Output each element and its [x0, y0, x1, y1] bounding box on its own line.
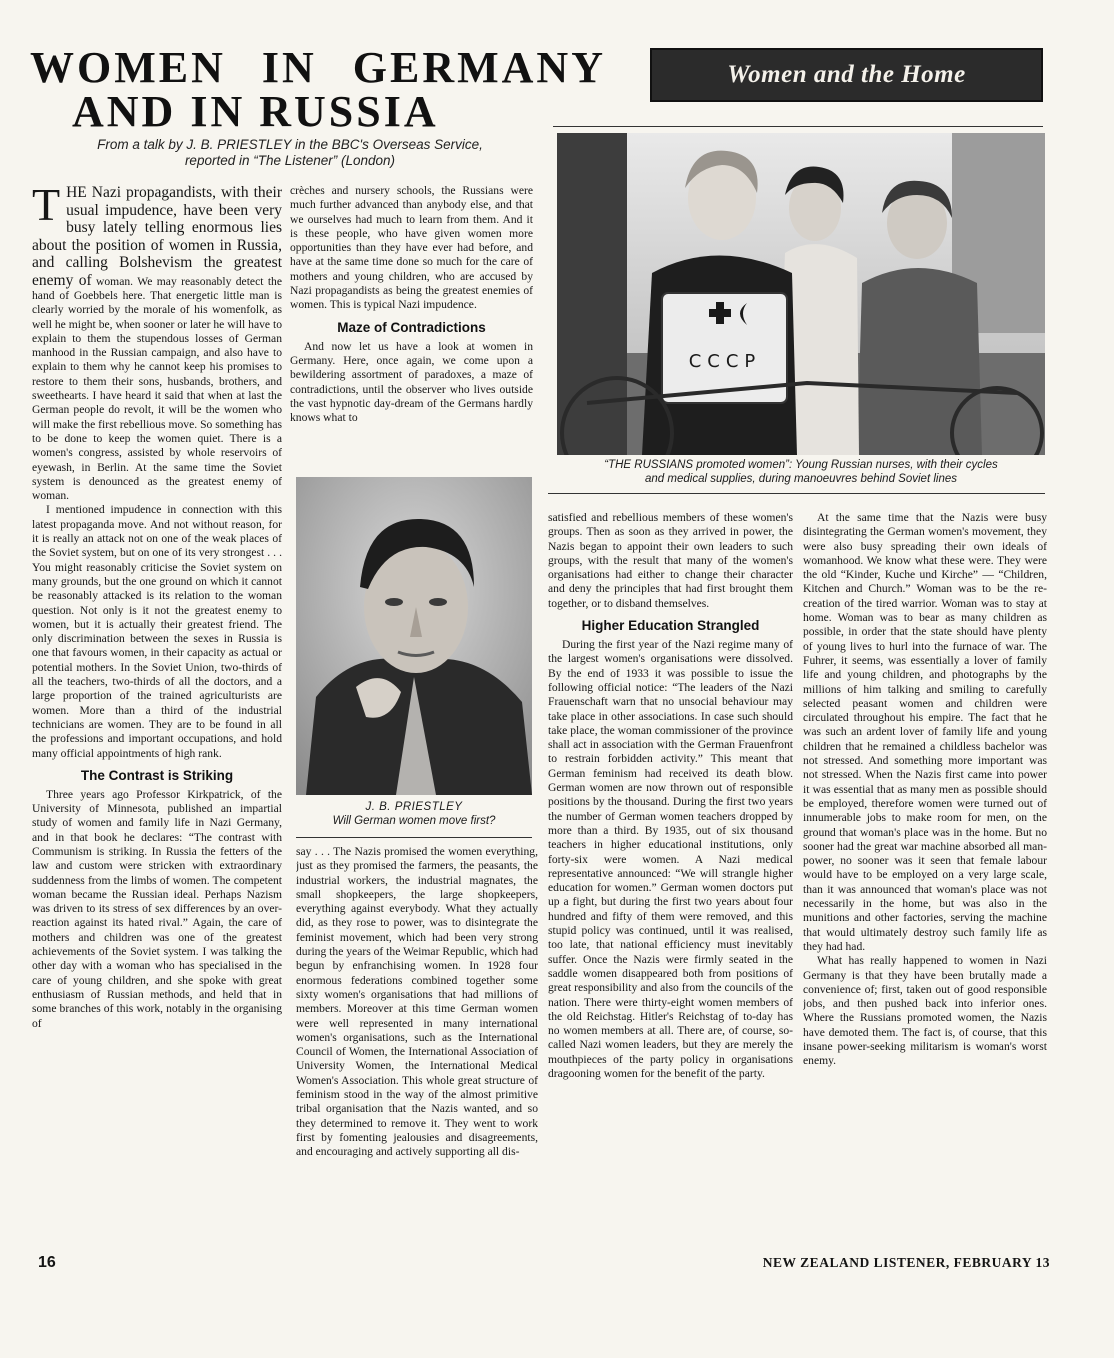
- drop-cap: T: [32, 184, 61, 230]
- portrait-photo: [296, 477, 532, 795]
- paragraph: say . . . The Nazis promised the women everything, just as they promised the farmers, the peasants, the industrial workers, the industrial magnates, the small shopkeepers, the large shopkeepers, everything against everybody. What they actually did, as they rose to power, was to disintegrate the feminist movement, which had been very strong during the years of the Weimar Republic, which had begun by enfranchising women. In 1928 four enormous federations combined together some sixty women's organisations that had millions of members. Moreover at this time German women were well represented in many international women's organisations, such as the International Council of Women, the International Association of University Women, the International Medical Women's Association. This whole great structure of feminism stood in the way of the almost primitive tribal organisation that the Nazis wanted, and so they determined to remove it. They went to work first by fomenting jealousies and disagreements, and encouraging and actively supporting all dis-: [296, 845, 538, 1159]
- article-column-1: [32, 184, 282, 1244]
- divider-rule: [548, 493, 1045, 494]
- portrait-caption-text: Will German women move first?: [332, 815, 496, 827]
- subheading-maze: Maze of Contradictions: [337, 319, 486, 335]
- portrait-name: J. B. PRIESTLEY: [365, 801, 463, 813]
- paragraph: During the first year of the Nazi regime many of the largest women's organisations were dissolved. By the end of 1933 it was possible to issue the following official notice: “The leaders of the Nazi Frauenschaft warn that no unsocial behaviour may take place in other associations. In case such should take place, the woman commissioner of the province shall act in association with the German Frauenfront to restrain forbidden activity.” This meant that German feminism had received its death blow. German women are now thrown out of responsible positions by the thousand. During the first two years the number of German women teachers dropped by more than a third. By 1935, out of six thousand teachers in higher educational institutions, only forty-six were women. A Nazi medical representative announced: “We will strangle higher education for women.” German women doctors put up a fight, but during the first two years about four hundred and fifty of them were removed, and this stupid policy was continued, until it was realised, too late, that national efficiency must inevitably suffer. Once the Nazis were firmly seated in the saddle women disappeared both from positions of great responsibility and also from the councils of the nation. There were thirty-eight women members of the old Reichstag. Hitler's Reichstag of to-day has no women members at all. There are, of course, so-called Nazi women leaders, but they are merely the mouthpieces of the party policy in organisations dragooning women for the benefit of the party.: [548, 638, 793, 1080]
- article-column-4: [803, 511, 1047, 1246]
- lede-text: HE Nazi propagandists, with their usual impudence, have been very busy lately telling enormous lies about the position of women in Russia, and calling Bolshevism the greatest enemy of: [32, 184, 282, 289]
- subheading-higher-education: Higher Education Strangled: [581, 618, 760, 634]
- paragraph: I mentioned impudence in connection with this latest propaganda move. And not without reason, for it is really an attack not on one of the weak places of the Soviet system, but on one of its very strongest . . . You might reasonably criticise the Soviet system on many grounds, but the one ground on which it cannot be reasonably attacked is its relation to the woman question. Not only is it not the greatest enemy to women, but it is actually their greatest friend. The only discrimination between the sexes in Russia is one that favours women, in their capacity as actual or potential mothers. In the Soviet Union, two-thirds of all the teachers, two-thirds of all the doctors, and a large proportion of the trained agriculturists are women. More than a third of the industrial technicians are women. They are to be found in all the professions and important occupations, and hold many official appointments of high rank.: [32, 503, 282, 760]
- photo-caption-line1: “THE RUSSIANS promoted women”: Young Russian nurses, with their cycles: [604, 459, 998, 471]
- portrait-caption: [296, 800, 532, 828]
- article-column-2-bottom: [296, 845, 538, 1245]
- page-number: 16: [38, 1254, 56, 1271]
- photo-caption-line2: and medical supplies, during manoeuvres behind Soviet lines: [645, 473, 957, 485]
- paragraph: crèches and nursery schools, the Russians were much further advanced than anybody else, and that we ourselves had much to learn from them. And it is these people, who have given women more opportunities than they have ever had before, and have at the same time done so much for the care of mothers and young children, who are accused by Nazi propagandists as being the greatest enemies of women. This is typical Nazi impudence.: [290, 184, 533, 312]
- article-column-3: [548, 511, 793, 1246]
- headline-line2: AND IN RUSSIA: [72, 87, 439, 136]
- photo-caption: [557, 458, 1045, 486]
- magazine-footer: NEW ZEALAND LISTENER, FEBRUARY 13: [762, 1255, 1050, 1270]
- nurses-photo: [557, 133, 1045, 455]
- paragraph: Three years ago Professor Kirkpatrick, of the University of Minnesota, published an impartial study of women and family life in Nazi Germany, and in that book he declares: “The contrast with Communism is striking. In Russia the fetters of the law and custom were stricken with extraordinary suddenness from the limbs of women. The competent woman became the Russian ideal. Perhaps Nazism was driven to its stress of sex differences by an over-reaction against its hated rival.” Again, the care of mothers and children was one of the greatest achievements of the Soviet system. I was talking the other day with a woman who has specialised in the care of young children, and she spoke with great enthusiasm of Russian methods, and held that in some branches of this work, notably in the organising of: [32, 787, 282, 1030]
- paragraph: satisfied and rebellious members of these women's groups. Then as soon as they arrived in power, the Nazis began to appoint their own leaders to such groups, with the result that many of the women's organisations had either to change their character and deny the principles that had first brought them together, or to disband themselves.: [548, 511, 793, 610]
- bag-lettering: CCCP: [688, 351, 762, 372]
- headline-line1: WOMEN IN GERMANY: [30, 43, 606, 92]
- paragraph-text: woman. We may reasonably detect the hand of Goebbels here. That energetic little man is clearly worried by the morale of his womenfolk, as well he might be, when sooner or later he will have to explain to them the stupendous losses of German manhood in the Russian campaign, and also have to explain to them why he cannot keep his promises to restore to them their sons, husbands, brothers, and sweethearts. I have heard it said that when at last the German people do revolt, it will be the women who will make the first rebellious move. So something has to be done to keep the women quiet. There is a women's congress, assisted by whole reservoirs of eyewash, in Berlin. At the same time the Soviet system is denounced as the greatest enemy of woman.: [32, 274, 282, 503]
- subheading-contrast: The Contrast is Striking: [80, 767, 234, 783]
- article-column-2-top: [290, 184, 533, 474]
- byline: [30, 137, 550, 169]
- paragraph: What has really happened to women in Nazi Germany is that they have been brutally made a convenience of; first, taken out of good responsible jobs, and then pushed back into inferior ones. Where the Russians promoted women, the Nazis have demoted them. The fact is, of course, that this insane power-seeking militarism is woman's worst enemy.: [803, 954, 1047, 1068]
- nurses-image: [557, 133, 1045, 455]
- byline-line2: reported in “The Listener” (London): [184, 153, 396, 168]
- divider-rule: [296, 837, 532, 838]
- lede-paragraph: [32, 184, 282, 503]
- headline: [30, 43, 640, 136]
- section-banner-text: Women and the Home: [727, 61, 966, 88]
- paragraph: At the same time that the Nazis were busy disintegrating the German women's movement, they were also busy spreading their own ideals of womanhood. We know what these were. They were the old “Kinder, Kuche und Kirche” — “Children, Kitchen and Church.” Woman was to be the re-creation of the tired warrior. Woman was to stay at home. Woman was to bear as many children as possible, in order that the state should have plenty of young lives to hurl into the furnace of war. The Fuhrer, it seems, was essentially a lover of family life and young children, and photographs by the millions of him talking and smiling to carefully selected peasant women and children were circulated throughout his empire. The fact that he was such an ardent lover of family life and young children that he remained a childless bachelor was not stressed. And something more important was not stressed. When the Nazis first came into power it was essential that as many men as possible should be employed, therefore women were turned out of innumerable jobs to make room for men, on the ground that woman's place was in the home. But no sooner had the great war machine absorbed all man-power, no sooner was it seen that female labour would have to be employed on a very large scale, than it was announced that woman's place was not necessarily in the home, but was also in the munitions and other factories, serving the machine that would ultimately destroy such family life as they had had.: [803, 511, 1047, 953]
- divider-rule: [553, 126, 1043, 127]
- section-banner: [650, 48, 1043, 102]
- byline-line1: From a talk by J. B. PRIESTLEY in the BBC's Overseas Service,: [97, 137, 483, 152]
- portrait-image: [296, 477, 532, 795]
- paragraph: And now let us have a look at women in Germany. Here, once again, we come upon a bewildering assortment of paradoxes, a maze of contradictions, until the observer who lives outside the vast hypnotic day-dream of the Germans hardly knows what to: [290, 339, 533, 425]
